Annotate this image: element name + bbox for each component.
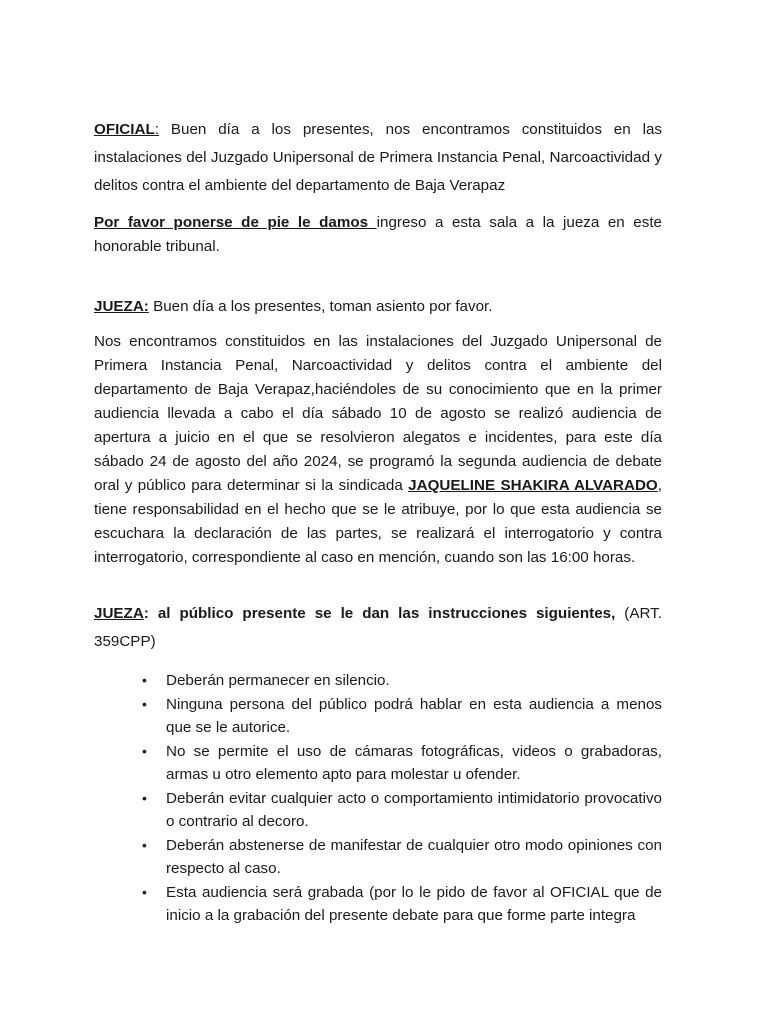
bullet-icon: • [142,742,147,759]
paragraph-text: (ART. 359CPP) [94,605,662,650]
list-item: • Deberán abstenerse de manifestar de cualquier otro modo opiniones con respecto al caso. [94,834,662,881]
paragraph-stand-up [94,211,662,259]
list-item: • Ninguna persona del público podrá hablar en esta audiencia a menos que se le autorice. [94,693,662,740]
bullet-icon: • [142,672,147,688]
list-item: • Deberán permanecer en silencio. [94,669,662,693]
speaker-separator: : [154,121,159,138]
paragraph-oficial-intro [94,116,662,200]
list-item: • No se permite el uso de cámaras fotográficas, videos o grabadoras, armas u otro elemento apto para molestar u ofender. [94,740,662,787]
paragraph-text: Buen día a los presentes, nos encontramos constituidos en las instalaciones del Juzgado Unipersonal de Primera Instancia Penal, Narcoactividad y delitos contra el ambiente del departamento de Baja Verapaz [94,121,662,194]
bullet-icon: • [142,836,147,853]
paragraph-case-summary [94,330,662,570]
list-item: • Deberán evitar cualquier acto o comportamiento intimidatorio provocativo o contrario al decoro. [94,787,662,834]
bullet-icon: • [142,695,147,712]
defendant-name: JAQUELINE SHAKIRA ALVARADO [408,477,658,494]
paragraph-jueza-greeting [94,295,662,319]
bold-instruction: Por favor ponerse de pie le damos [94,214,377,231]
bold-instruction: : al público presente se le dan las instrucciones siguientes, [143,605,616,622]
instructions-list [94,669,662,928]
speaker-jueza: JUEZA [94,605,144,622]
list-item: • Esta audiencia será grabada (por lo le pido de favor al OFICIAL que de inicio a la grabación del presente debate para que forme parte integra [94,881,662,928]
paragraph-text: Buen día a los presentes, toman asiento por favor. [148,298,493,315]
bullet-icon: • [142,883,147,900]
paragraph-jueza-instructions [94,600,662,656]
speaker-oficial: OFICIAL [94,121,155,138]
paragraph-text: ingreso a esta sala a la jueza en este honorable tribunal. [94,214,662,255]
bullet-icon: • [142,789,147,806]
paragraph-text: , tiene responsabilidad en el hecho que se le atribuye, por lo que esta audiencia se escuchara la declaración de las partes, se realizará el interrogatorio y contra interrogatorio, correspondiente al caso en mención, cuando son las 16:00 horas. [94,477,662,566]
speaker-jueza: JUEZA: [94,298,149,315]
paragraph-text: Nos encontramos constituidos en las instalaciones del Juzgado Unipersonal de Primera Instancia Penal, Narcoactividad y delitos contra el ambiente del departamento de Baja Verapaz,haciéndoles de su conocimiento que en la primer audiencia llevada a cabo el día sábado 10 de agosto se realizó audiencia de apertura a juicio en el que se resolvieron alegatos e incidentes, para este día sábado 24 de agosto del año 2024, se programó la segunda audiencia de debate oral y público para determinar si la sindicada [94,333,662,494]
